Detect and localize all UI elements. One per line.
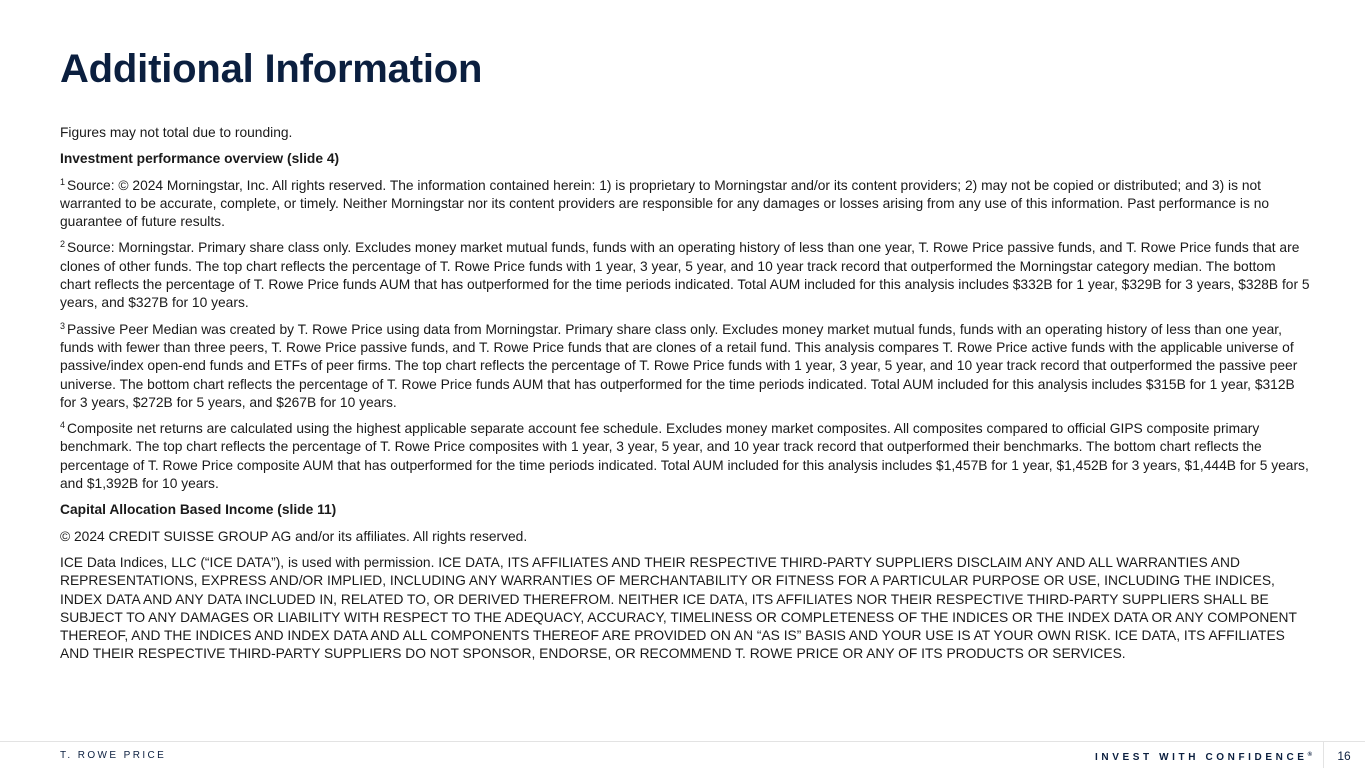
footnote-1 xyxy=(60,177,1310,232)
ice-disclaimer: ICE Data Indices, LLC (“ICE DATA”), is used with permission. ICE DATA, ITS AFFILIATES AND THEIR RESPECTIVE THIRD-PARTY SUPPLIERS DISCLAIM ANY AND ALL WARRANTIES AND REPRESENTATIONS, EXPRESS AND/OR IMPLIED, INCLUDING ANY WARRANTIES OF MERCHANTABILITY OR FITNESS FOR A PARTICULAR PURPOSE OR USE, INCLUDING THE INDICES, INDEX DATA AND ANY DATA INCLUDED IN, RELATED TO, OR DERIVED THEREFROM. NEITHER ICE DATA, ITS AFFILIATES NOR THEIR RESPECTIVE THIRD-PARTY SUPPLIERS SHALL BE SUBJECT TO ANY DAMAGES OR LIABILITY WITH RESPECT TO THE ADEQUACY, ACCURACY, TIMELINESS OR COMPLETENESS OF THE INDICES OR THE INDEX DATA OR ANY COMPONENT THEREOF, AND THE INDICES AND INDEX DATA AND ALL COMPONENTS THEREOF ARE PROVIDED ON AN “AS IS” BASIS AND YOUR USE IS AT YOUR OWN RISK. ICE DATA, ITS AFFILIATES AND THEIR RESPECTIVE THIRD-PARTY SUPPLIERS DO NOT SPONSOR, ENDORSE, OR RECOMMEND T. ROWE PRICE OR ANY OF ITS PRODUCTS OR SERVICES. xyxy=(60,554,1297,662)
section-heading-capital-allocation: Capital Allocation Based Income (slide 11) xyxy=(60,502,337,518)
copyright-notice: © 2024 CREDIT SUISSE GROUP AG and/or its affiliates. All rights reserved. xyxy=(60,528,528,544)
footnote-number: 3 xyxy=(60,320,66,331)
section-heading-performance: Investment performance overview (slide 4) xyxy=(60,151,340,167)
footnote-2 xyxy=(60,239,1310,312)
footnote-text: Source: © 2024 Morningstar, Inc. All rights reserved. The information contained herein: 1) is proprietary to Morningstar and/or its content providers; 2) may not be copied or distributed; and 3) is not warranted to be accurate, complete, or timely. Neither Morningstar nor its content providers are responsible for any damages or losses arising from any use of this information. Past performance is no guarantee of future results. xyxy=(60,177,1270,230)
footnote-text: Composite net returns are calculated using the highest applicable separate account fee schedule. Excludes money market composites. All composites compared to official GIPS composite primary benchmark. The top chart reflects the percentage of T. Rowe Price composites with 1 year, 3 year, 5 year, and 10 year track record that outperformed their benchmarks. The bottom chart reflects the percentage of T. Rowe Price composite AUM that has outperformed for the time periods indicated. Total AUM included for this analysis includes $1,457B for 1 year, $1,452B for 3 years, $1,444B for 5 years, and $1,392B for 10 years. xyxy=(60,421,1309,492)
footnote-number: 2 xyxy=(60,239,66,250)
registered-mark: ® xyxy=(1307,752,1312,758)
page-number: 16 xyxy=(1337,749,1351,763)
footnote-4 xyxy=(60,420,1310,493)
page-number-divider xyxy=(1323,742,1324,768)
footnote-number: 1 xyxy=(60,176,66,187)
footnote-text: Source: Morningstar. Primary share class only. Excludes money market mutual funds, funds with an operating history of less than one year, T. Rowe Price passive funds, and T. Rowe Price funds that are clones of other funds. The top chart reflects the percentage of T. Rowe Price funds with 1 year, 3 year, 5 year, and 10 year track record that outperformed the Morningstar category median. The bottom chart reflects the percentage of T. Rowe Price funds AUM that has outperformed for the time periods indicated. Total AUM included for this analysis includes $332B for 1 year, $329B for 3 years, $328B for 5 years, and $327B for 10 years. xyxy=(60,240,1310,311)
footer-brand-logo: T. ROWE PRICE xyxy=(60,750,167,761)
disclosure-body xyxy=(60,124,1310,672)
footer-divider-line xyxy=(0,741,1365,742)
footer-tagline xyxy=(1095,748,1312,765)
page-title: Additional Information xyxy=(60,47,483,91)
footnote-text: Passive Peer Median was created by T. Rowe Price using data from Morningstar. Primary share class only. Excludes money market mutual funds, funds with an operating history of less than one year, funds with fewer than three peers, T. Rowe Price passive funds, and T. Rowe Price funds that are clones of a retail fund. This analysis compares T. Rowe Price active funds with the applicable universe of passive/index open-end funds and ETFs of peer firms. The top chart reflects the percentage of T. Rowe Price funds with 1 year, 3 year, 5 year, and 10 year track record that outperformed the passive peer universe. The bottom chart reflects the percentage of T. Rowe Price funds AUM that has outperformed for the time periods indicated. Total AUM included for this analysis includes $315B for 1 year, $312B for 3 years, $272B for 5 years, and $267B for 10 years. xyxy=(60,321,1298,410)
footnote-number: 4 xyxy=(60,420,66,431)
tagline-text: INVEST WITH CONFIDENCE xyxy=(1095,752,1308,763)
footnote-3 xyxy=(60,321,1310,412)
rounding-note: Figures may not total due to rounding. xyxy=(60,125,293,140)
